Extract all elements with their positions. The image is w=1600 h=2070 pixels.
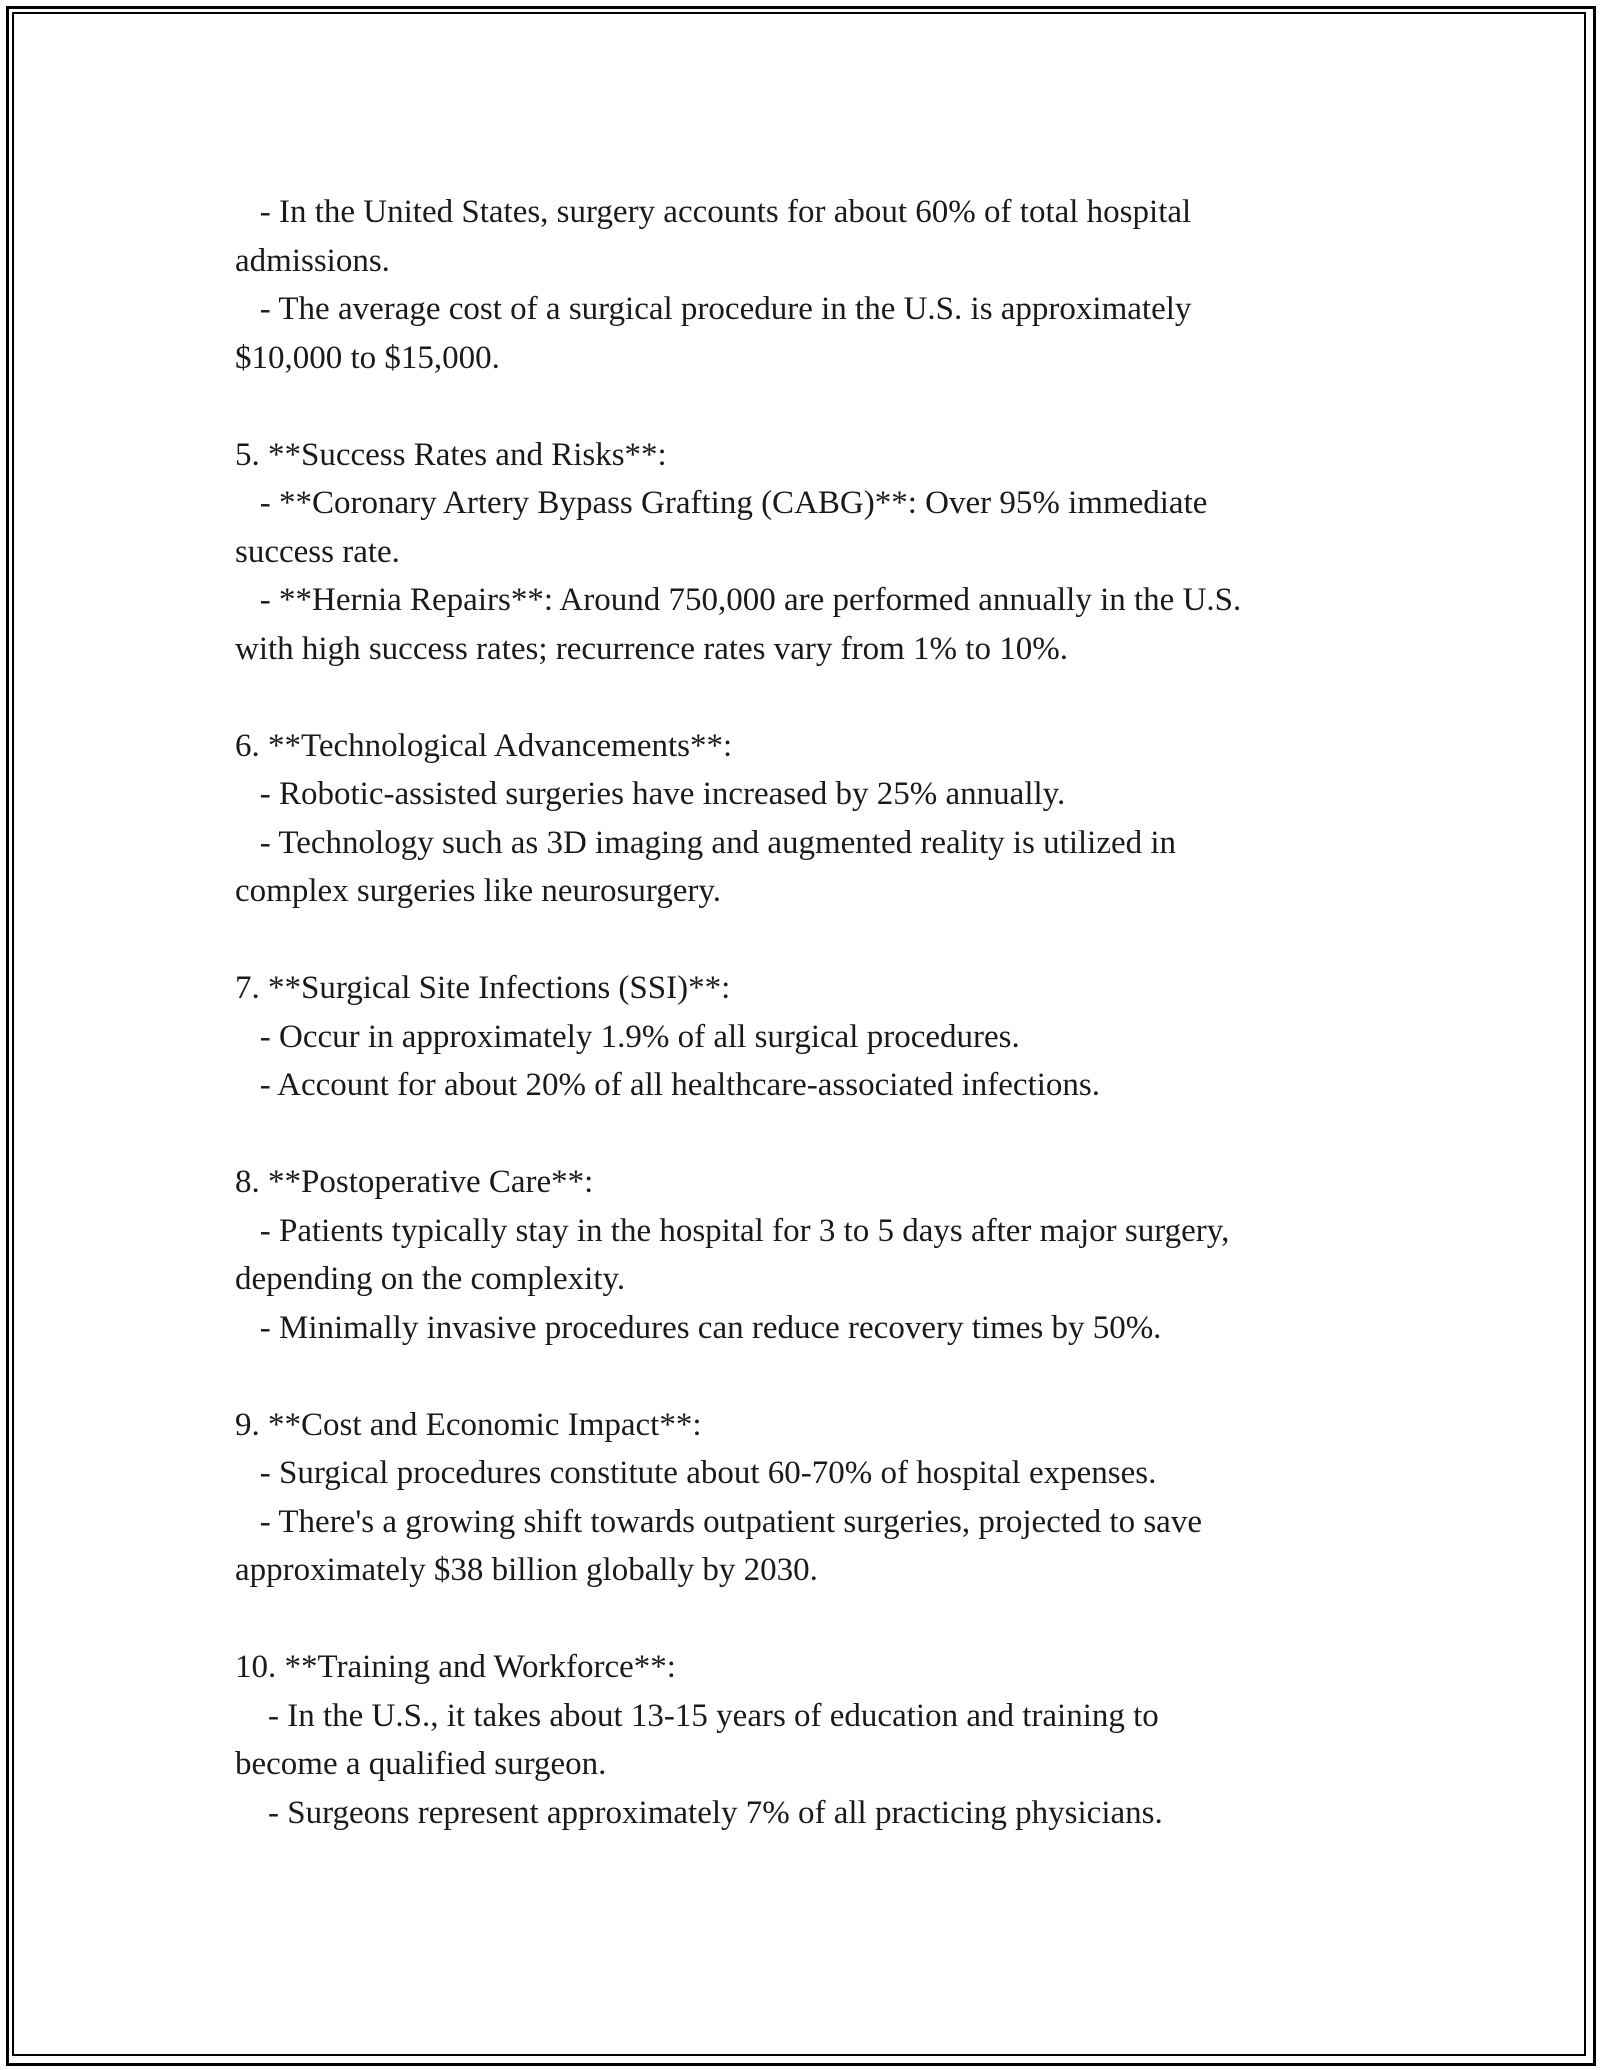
section-surgical-site-infections [235, 964, 1385, 1110]
text-line: - Robotic-assisted surgeries have increased by 25% annually. [235, 776, 1066, 812]
section-heading: 5. **Success Rates and Risks**: [235, 436, 667, 473]
section-technological-advancements [235, 722, 1385, 916]
text-line: - In the United States, surgery accounts for about 60% of total hospital [235, 194, 1192, 230]
paragraph-gap [235, 1110, 1385, 1159]
text-line: - There's a growing shift towards outpatient surgeries, projected to save [235, 1503, 1202, 1540]
paragraph-gap [235, 1595, 1385, 1644]
text-line: - Account for about 20% of all healthcare-associated infections. [235, 1067, 1101, 1103]
section-training-workforce [235, 1643, 1385, 1837]
text-line: success rate. [235, 533, 400, 570]
text-line: depending on the complexity. [235, 1261, 626, 1297]
section-heading: 9. **Cost and Economic Impact**: [235, 1406, 702, 1443]
section-success-rates [235, 431, 1385, 674]
text-line: complex surgeries like neurosurgery. [235, 873, 722, 909]
text-line: - In the U.S., it takes about 13-15 years of education and training to [235, 1697, 1159, 1734]
text-line: - Patients typically stay in the hospital for 3 to 5 days after major surgery, [235, 1212, 1230, 1249]
text-line: become a qualified surgeon. [235, 1746, 607, 1782]
section-heading: 7. **Surgical Site Infections (SSI)**: [235, 970, 731, 1006]
text-line: - Minimally invasive procedures can reduce recovery times by 50%. [235, 1309, 1162, 1346]
text-line: approximately $38 billion globally by 2030. [235, 1552, 818, 1588]
section-heading: 10. **Training and Workforce**: [235, 1649, 676, 1685]
text-line: - Occur in approximately 1.9% of all surgical procedures. [235, 1018, 1020, 1055]
document-body [235, 188, 1385, 1837]
text-line: - The average cost of a surgical procedure in the U.S. is approximately [235, 291, 1192, 327]
text-line: $10,000 to $15,000. [235, 339, 500, 376]
section-heading: 6. **Technological Advancements**: [235, 727, 733, 764]
paragraph-gap [235, 916, 1385, 965]
paragraph-gap [235, 382, 1385, 431]
section-heading: 8. **Postoperative Care**: [235, 1164, 594, 1200]
text-line: - Technology such as 3D imaging and augmented reality is utilized in [235, 824, 1177, 861]
text-line: - Surgeons represent approximately 7% of all practicing physicians. [235, 1794, 1163, 1831]
text-line: - **Coronary Artery Bypass Grafting (CABG)**: Over 95% immediate [235, 485, 1208, 521]
paragraph-gap [235, 673, 1385, 722]
paragraph-hospital-stats [235, 188, 1385, 382]
text-line: - **Hernia Repairs**: Around 750,000 are performed annually in the U.S. [235, 582, 1242, 618]
text-line: - Surgical procedures constitute about 60-70% of hospital expenses. [235, 1455, 1157, 1491]
section-postoperative-care [235, 1158, 1385, 1352]
section-cost-economic-impact [235, 1401, 1385, 1595]
paragraph-gap [235, 1352, 1385, 1401]
text-line: with high success rates; recurrence rates vary from 1% to 10%. [235, 630, 1068, 667]
text-line: admissions. [235, 242, 390, 279]
